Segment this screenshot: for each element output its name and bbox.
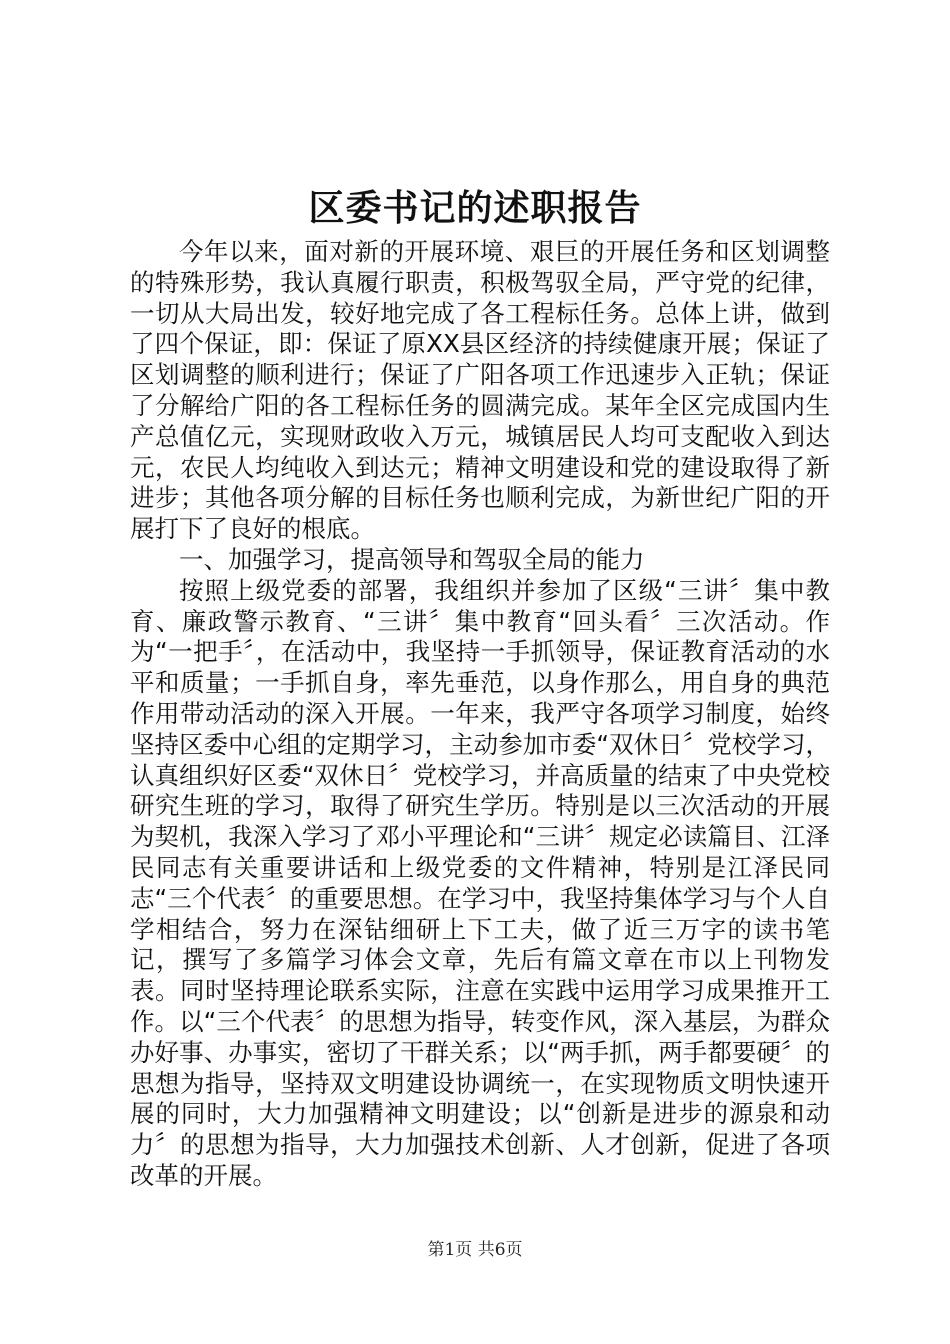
section-paragraph: 按照上级党委的部署，我组织并参加了区级“三讲〞集中教育、廉政警示教育、“三讲〞集中教育“回头看〞三次活动。作为“一把手〞，在活动中，我坚持一手抓领导，保证教育活动的水平和质量；一手抓自身，率先垂范，以身作那么，用自身的典范作用带动活动的深入开展。一年来，我严守各项学习制度，始终坚持区委中心组的定期学习，主动参加市委“双休日〞党校学习，认真组织好区委“双休日〞党校学习，并高质量的结束了中央党校研究生班的学习，取得了研究生学历。特别是以三次活动的开展为契机，我深入学习了邓小平理论和“三讲〞规定必读篇目、江泽民同志有关重要讲话和上级党委的文件精神，特别是江泽民同志“三个代表〞的重要思想。在学习中，我坚持集体学习与个人自学相结合，努力在深钻细研上下工夫，做了近三万字的读书笔记，撰写了多篇学习体会文章，先后有篇文章在市以上刊物发表。同时坚持理论联系实际，注意在实践中运用学习成果推开工作。以“三个代表〞的思想为指导，转变作风，深入基层，为群众办好事、办事实，密切了干群关系；以“两手抓，两手都要硬〞的思想为指导，坚持双文明建设协调统一，在实现物质文明快速开展的同时，大力加强精神文明建设；以“创新是进步的源泉和动力〞的思想为指导，大力加强技术创新、人才创新，促进了各项改革的开展。 xyxy=(130,575,830,1190)
document-body xyxy=(130,237,830,1192)
section-heading: 一、加强学习，提高领导和驾驭全局的能力 xyxy=(179,544,645,574)
page-footer: 第1页 共6页 xyxy=(427,1240,523,1260)
document-title: 区委书记的述职报告 xyxy=(308,187,642,229)
intro-paragraph: 今年以来，面对新的开展环境、艰巨的开展任务和区划调整的特殊形势，我认真履行职责，积极驾驭全局，严守党的纪律，一切从大局出发，较好地完成了各工程标任务。总体上讲，做到了四个保证，即：保证了原XX县区经济的持续健康开展；保证了区划调整的顺利进行；保证了广阳各项工作迅速步入正轨；保证了分解给广阳的各工程标任务的圆满完成。某年全区完成国内生产总值亿元，实现财政收入万元，城镇居民人均可支配收入到达元，农民人均纯收入到达元；精神文明建设和党的建设取得了新进步；其他各项分解的目标任务也顺利完成，为新世纪广阳的开展打下了良好的根底。 xyxy=(130,237,830,544)
